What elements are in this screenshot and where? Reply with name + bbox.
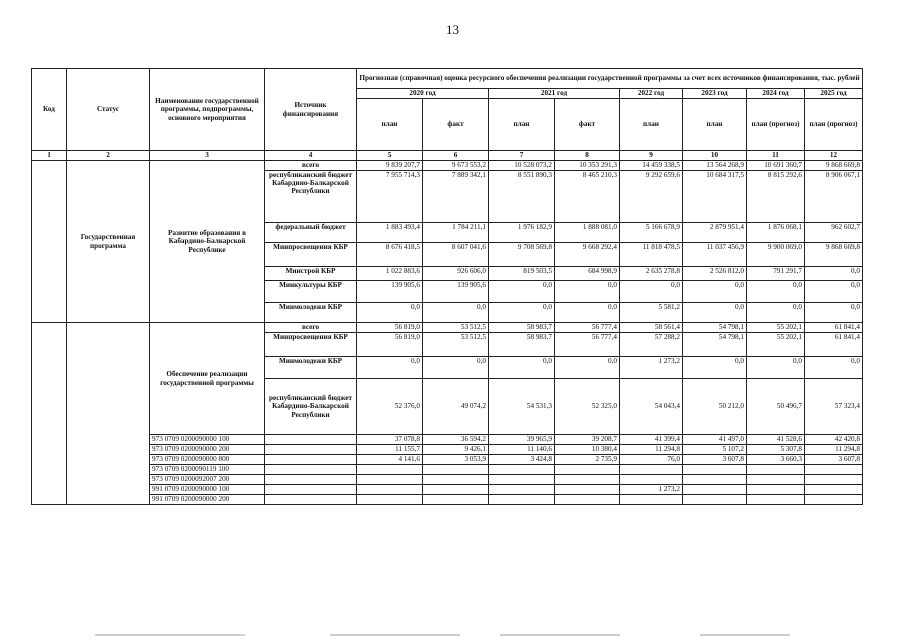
header-group-title: Прогнозная (справочная) оценка ресурсного обеспечения реализации государственной программы за счет всех источников финансирования, тыс. рублей xyxy=(357,69,863,89)
value-cell: 49 074,2 xyxy=(423,379,489,435)
value-cell xyxy=(555,495,620,505)
value-cell: 139 905,6 xyxy=(357,281,423,303)
value-cell: 0,0 xyxy=(555,281,620,303)
column-index: 7 xyxy=(489,151,555,161)
value-cell: 9 708 569,8 xyxy=(489,243,555,267)
value-cell xyxy=(489,465,555,475)
budget-code-cell: 973 0709 0200092007 200 xyxy=(150,475,265,485)
header-sub: факт xyxy=(555,99,620,151)
value-cell: 684 998,9 xyxy=(555,267,620,281)
value-cell: 56 777,4 xyxy=(555,323,620,333)
column-index: 11 xyxy=(747,151,805,161)
value-cell: 0,0 xyxy=(489,281,555,303)
value-cell: 3 607,8 xyxy=(683,455,747,465)
value-cell xyxy=(805,465,863,475)
value-cell: 52 376,0 xyxy=(357,379,423,435)
header-year-2022: 2022 год xyxy=(620,89,683,99)
value-cell xyxy=(683,485,747,495)
value-cell: 13 564 268,9 xyxy=(683,161,747,171)
value-cell: 0,0 xyxy=(805,303,863,323)
value-cell: 5 581,2 xyxy=(620,303,683,323)
value-cell: 8 676 418,5 xyxy=(357,243,423,267)
value-cell: 5 107,2 xyxy=(683,445,747,455)
column-index: 6 xyxy=(423,151,489,161)
source-cell: республиканский бюджет Кабардино-Балкарской Республики xyxy=(265,379,357,435)
scan-artifact xyxy=(330,634,460,636)
value-cell xyxy=(357,485,423,495)
value-cell: 55 202,1 xyxy=(747,333,805,357)
column-index: 3 xyxy=(150,151,265,161)
value-cell: 139 905,6 xyxy=(423,281,489,303)
value-cell: 2 635 278,8 xyxy=(620,267,683,281)
program-name-cell: Развитие образования в Кабардино-Балкарской Республике xyxy=(150,161,265,323)
value-cell: 1 876 068,1 xyxy=(747,223,805,243)
value-cell xyxy=(423,475,489,485)
value-cell: 0,0 xyxy=(683,357,747,379)
value-cell: 0,0 xyxy=(683,303,747,323)
value-cell: 3 424,8 xyxy=(489,455,555,465)
value-cell: 58 983,7 xyxy=(489,323,555,333)
table-row xyxy=(32,475,863,485)
value-cell: 0,0 xyxy=(423,303,489,323)
value-cell: 1 976 182,9 xyxy=(489,223,555,243)
value-cell xyxy=(423,495,489,505)
value-cell: 0,0 xyxy=(489,303,555,323)
value-cell: 57 288,2 xyxy=(620,333,683,357)
value-cell: 54 531,3 xyxy=(489,379,555,435)
value-cell: 9 668 292,4 xyxy=(555,243,620,267)
value-cell: 0,0 xyxy=(555,303,620,323)
value-cell: 8 607 041,6 xyxy=(423,243,489,267)
column-index: 1 xyxy=(32,151,67,161)
header-sub: план xyxy=(683,99,747,151)
value-cell: 54 798,1 xyxy=(683,333,747,357)
code-cell xyxy=(32,323,67,505)
column-index: 10 xyxy=(683,151,747,161)
value-cell xyxy=(620,475,683,485)
value-cell: 1 273,2 xyxy=(620,357,683,379)
value-cell: 58 561,4 xyxy=(620,323,683,333)
value-cell: 5 166 678,9 xyxy=(620,223,683,243)
value-cell: 0,0 xyxy=(747,281,805,303)
value-cell: 11 294,8 xyxy=(805,445,863,455)
value-cell: 0,0 xyxy=(423,357,489,379)
value-cell: 39 965,9 xyxy=(489,435,555,445)
page-number: 13 xyxy=(446,22,459,37)
value-cell: 9 900 069,0 xyxy=(747,243,805,267)
source-cell: Минпросвещения КБР xyxy=(265,243,357,267)
table-row xyxy=(32,485,863,495)
header-year-2021: 2021 год xyxy=(489,89,620,99)
value-cell xyxy=(620,495,683,505)
source-cell xyxy=(265,495,357,505)
value-cell: 1 888 081,0 xyxy=(555,223,620,243)
budget-code-cell: 973 0709 0200090000 200 xyxy=(150,445,265,455)
header-year-2023: 2023 год xyxy=(683,89,747,99)
table-row xyxy=(32,495,863,505)
column-index: 2 xyxy=(67,151,150,161)
value-cell: 8 906 067,1 xyxy=(805,171,863,223)
program-name-cell: Обеспечение реализации государственной программы xyxy=(150,323,265,435)
value-cell xyxy=(357,465,423,475)
value-cell: 2 735,9 xyxy=(555,455,620,465)
value-cell: 0,0 xyxy=(805,357,863,379)
value-cell: 36 594,2 xyxy=(423,435,489,445)
value-cell xyxy=(489,485,555,495)
table-row xyxy=(32,445,863,455)
value-cell: 9 868 669,8 xyxy=(805,243,863,267)
header-sub: план (прогноз) xyxy=(805,99,863,151)
value-cell: 2 879 951,4 xyxy=(683,223,747,243)
source-cell xyxy=(265,445,357,455)
header-year-2020: 2020 год xyxy=(357,89,489,99)
value-cell: 10 528 073,2 xyxy=(489,161,555,171)
value-cell xyxy=(357,495,423,505)
value-cell xyxy=(620,465,683,475)
value-cell: 55 202,1 xyxy=(747,323,805,333)
value-cell: 0,0 xyxy=(357,357,423,379)
value-cell xyxy=(805,485,863,495)
value-cell: 56 819,0 xyxy=(357,323,423,333)
header-year-2025: 2025 год xyxy=(805,89,863,99)
value-cell: 54 043,4 xyxy=(620,379,683,435)
value-cell: 10 380,4 xyxy=(555,445,620,455)
value-cell: 0,0 xyxy=(683,281,747,303)
value-cell xyxy=(683,495,747,505)
table-row xyxy=(32,161,863,171)
value-cell: 5 307,8 xyxy=(747,445,805,455)
value-cell: 1 883 493,4 xyxy=(357,223,423,243)
value-cell: 53 512,5 xyxy=(423,323,489,333)
value-cell: 1 022 883,6 xyxy=(357,267,423,281)
source-cell xyxy=(265,475,357,485)
table-row xyxy=(32,465,863,475)
value-cell xyxy=(489,475,555,485)
value-cell: 9 839 207,7 xyxy=(357,161,423,171)
value-cell: 7 889 342,1 xyxy=(423,171,489,223)
value-cell: 7 955 714,3 xyxy=(357,171,423,223)
source-cell: всего xyxy=(265,161,357,171)
value-cell: 3 607,8 xyxy=(805,455,863,465)
value-cell: 0,0 xyxy=(805,281,863,303)
value-cell xyxy=(423,485,489,495)
value-cell xyxy=(747,465,805,475)
header-sub: план xyxy=(357,99,423,151)
value-cell: 10 684 317,5 xyxy=(683,171,747,223)
header-sub: факт xyxy=(423,99,489,151)
value-cell: 962 602,7 xyxy=(805,223,863,243)
value-cell: 9 673 553,2 xyxy=(423,161,489,171)
value-cell: 0,0 xyxy=(805,267,863,281)
header-source: Источник финансирования xyxy=(265,69,357,151)
table-row xyxy=(32,455,863,465)
budget-code-cell: 991 0709 0200090000 100 xyxy=(150,485,265,495)
source-cell: федеральный бюджет xyxy=(265,223,357,243)
status-cell xyxy=(67,323,150,505)
source-cell: всего xyxy=(265,323,357,333)
header-status: Статус xyxy=(67,69,150,151)
value-cell: 50 212,0 xyxy=(683,379,747,435)
value-cell: 41 497,0 xyxy=(683,435,747,445)
budget-code-cell: 973 0709 0200090000 800 xyxy=(150,455,265,465)
header-sub: план xyxy=(489,99,555,151)
value-cell: 2 526 812,0 xyxy=(683,267,747,281)
value-cell: 819 503,5 xyxy=(489,267,555,281)
value-cell xyxy=(683,475,747,485)
value-cell xyxy=(489,495,555,505)
value-cell: 0,0 xyxy=(555,357,620,379)
value-cell: 61 841,4 xyxy=(805,323,863,333)
value-cell xyxy=(555,475,620,485)
value-cell: 10 353 291,3 xyxy=(555,161,620,171)
column-index-row xyxy=(32,151,863,161)
scan-artifact xyxy=(500,634,620,636)
value-cell xyxy=(555,465,620,475)
value-cell: 8 465 210,3 xyxy=(555,171,620,223)
resource-allocation-table xyxy=(31,68,863,505)
value-cell: 11 294,8 xyxy=(620,445,683,455)
value-cell: 10 691 360,7 xyxy=(747,161,805,171)
value-cell: 8 551 890,3 xyxy=(489,171,555,223)
column-index: 8 xyxy=(555,151,620,161)
value-cell: 61 841,4 xyxy=(805,333,863,357)
budget-code-cell: 991 0709 0200090000 200 xyxy=(150,495,265,505)
value-cell: 11 818 478,5 xyxy=(620,243,683,267)
value-cell: 0,0 xyxy=(747,303,805,323)
value-cell: 41 528,6 xyxy=(747,435,805,445)
column-index: 12 xyxy=(805,151,863,161)
value-cell: 50 496,7 xyxy=(747,379,805,435)
value-cell: 0,0 xyxy=(489,357,555,379)
value-cell: 3 053,9 xyxy=(423,455,489,465)
source-cell: Минпросвещения КБР xyxy=(265,333,357,357)
status-cell: Государственная программа xyxy=(67,161,150,323)
value-cell xyxy=(683,465,747,475)
header-code: Код xyxy=(32,69,67,151)
value-cell: 8 815 292,6 xyxy=(747,171,805,223)
value-cell xyxy=(747,475,805,485)
value-cell: 11 155,7 xyxy=(357,445,423,455)
value-cell: 1 784 211,1 xyxy=(423,223,489,243)
value-cell: 42 420,8 xyxy=(805,435,863,445)
value-cell xyxy=(423,465,489,475)
header-year-2024: 2024 год xyxy=(747,89,805,99)
source-cell: Минстрой КБР xyxy=(265,267,357,281)
table-row xyxy=(32,435,863,445)
value-cell xyxy=(805,475,863,485)
table-body xyxy=(32,151,863,505)
source-cell: республиканский бюджет Кабардино-Балкарской Республики xyxy=(265,171,357,223)
header-sub: план xyxy=(620,99,683,151)
value-cell xyxy=(357,475,423,485)
value-cell: 11 140,6 xyxy=(489,445,555,455)
header-sub: план (прогноз) xyxy=(747,99,805,151)
header-name: Наименование государственной программы, подпрограммы, основного мероприятия xyxy=(150,69,265,151)
value-cell: 54 798,1 xyxy=(683,323,747,333)
value-cell: 9 426,1 xyxy=(423,445,489,455)
value-cell: 11 037 456,9 xyxy=(683,243,747,267)
value-cell: 4 141,6 xyxy=(357,455,423,465)
value-cell: 52 325,0 xyxy=(555,379,620,435)
value-cell: 0,0 xyxy=(747,357,805,379)
source-cell xyxy=(265,465,357,475)
value-cell: 926 606,0 xyxy=(423,267,489,281)
value-cell: 37 078,8 xyxy=(357,435,423,445)
value-cell: 3 660,3 xyxy=(747,455,805,465)
source-cell xyxy=(265,455,357,465)
value-cell: 56 819,0 xyxy=(357,333,423,357)
value-cell: 9 292 659,6 xyxy=(620,171,683,223)
value-cell: 9 868 669,8 xyxy=(805,161,863,171)
value-cell: 14 459 338,5 xyxy=(620,161,683,171)
value-cell xyxy=(555,485,620,495)
value-cell: 58 983,7 xyxy=(489,333,555,357)
value-cell: 56 777,4 xyxy=(555,333,620,357)
value-cell: 0,0 xyxy=(620,281,683,303)
source-cell: Минмолодежи КБР xyxy=(265,357,357,379)
value-cell: 0,0 xyxy=(357,303,423,323)
value-cell xyxy=(747,495,805,505)
table-row xyxy=(32,323,863,333)
value-cell: 39 208,7 xyxy=(555,435,620,445)
source-cell: Минмолодежи КБР xyxy=(265,303,357,323)
value-cell: 1 273,2 xyxy=(620,485,683,495)
code-cell xyxy=(32,161,67,323)
value-cell xyxy=(805,495,863,505)
budget-code-cell: 973 0709 0200090000 100 xyxy=(150,435,265,445)
value-cell: 53 512,5 xyxy=(423,333,489,357)
column-index: 5 xyxy=(357,151,423,161)
source-cell xyxy=(265,485,357,495)
scan-artifact xyxy=(95,634,245,636)
value-cell: 41 399,4 xyxy=(620,435,683,445)
value-cell: 57 323,4 xyxy=(805,379,863,435)
column-index: 4 xyxy=(265,151,357,161)
value-cell: 791 291,7 xyxy=(747,267,805,281)
column-index: 9 xyxy=(620,151,683,161)
value-cell xyxy=(747,485,805,495)
source-cell: Минкультуры КБР xyxy=(265,281,357,303)
scan-artifact xyxy=(700,634,790,636)
budget-code-cell: 973 0709 0200090119 100 xyxy=(150,465,265,475)
source-cell xyxy=(265,435,357,445)
value-cell: 76,0 xyxy=(620,455,683,465)
